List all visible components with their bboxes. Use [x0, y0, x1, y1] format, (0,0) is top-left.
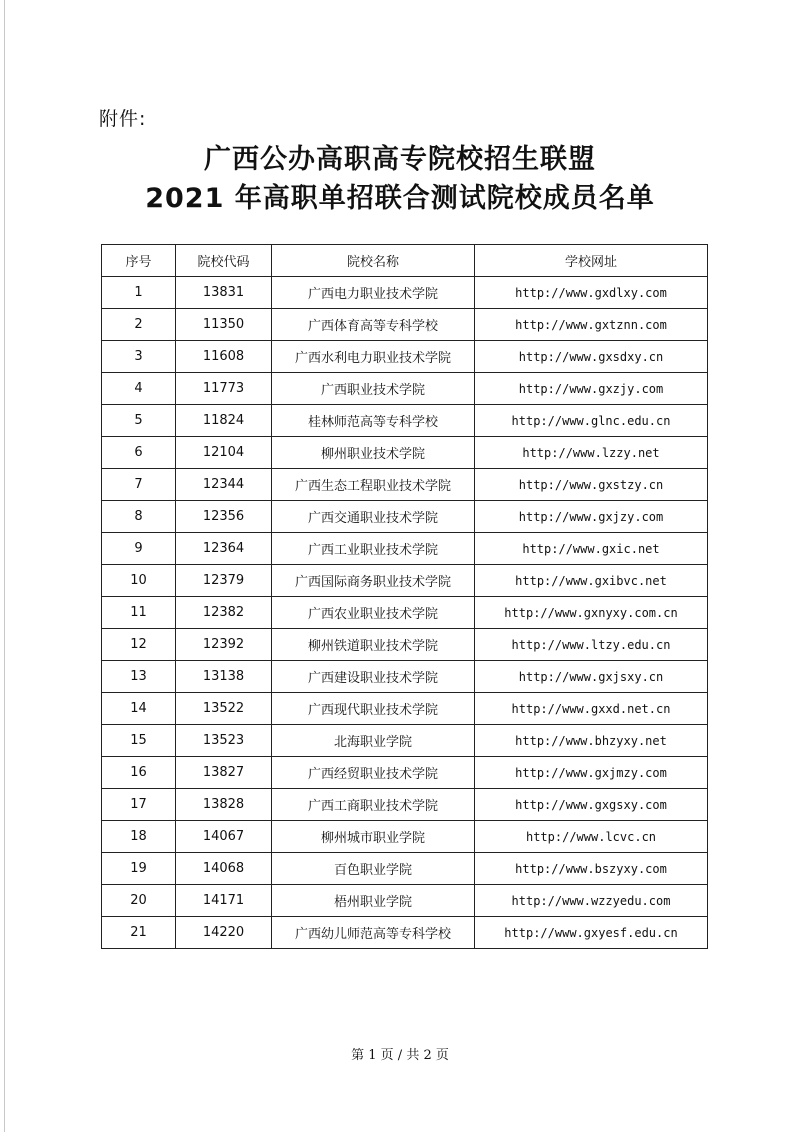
- cell-school-name: 广西幼儿师范高等专科学校: [272, 917, 475, 949]
- cell-school-name: 广西生态工程职业技术学院: [272, 469, 475, 501]
- cell-school-code: 11350: [176, 309, 272, 341]
- table-row: [102, 757, 708, 789]
- cell-index: 1: [102, 277, 176, 309]
- cell-school-code: 14220: [176, 917, 272, 949]
- cell-index: 19: [102, 853, 176, 885]
- cell-index: 7: [102, 469, 176, 501]
- table-row: [102, 885, 708, 917]
- cell-school-name: 广西经贸职业技术学院: [272, 757, 475, 789]
- cell-school-name: 广西现代职业技术学院: [272, 693, 475, 725]
- cell-school-name: 广西农业职业技术学院: [272, 597, 475, 629]
- header-school-code: 院校代码: [176, 245, 272, 277]
- table-row: [102, 821, 708, 853]
- table-row: [102, 437, 708, 469]
- cell-index: 21: [102, 917, 176, 949]
- cell-index: 12: [102, 629, 176, 661]
- cell-school-name: 广西工业职业技术学院: [272, 533, 475, 565]
- cell-index: 3: [102, 341, 176, 373]
- table-row: [102, 565, 708, 597]
- cell-school-code: 13831: [176, 277, 272, 309]
- table-row: [102, 629, 708, 661]
- cell-school-url: http://www.gxdlxy.com: [475, 277, 708, 309]
- table-header-row: [102, 245, 708, 277]
- cell-school-url: http://www.ltzy.edu.cn: [475, 629, 708, 661]
- document-title-line2: 2021 年高职单招联合测试院校成员名单: [145, 183, 655, 214]
- header-index: 序号: [102, 245, 176, 277]
- attachment-label: 附件:: [99, 108, 147, 130]
- table-row: [102, 917, 708, 949]
- table-row: [102, 405, 708, 437]
- cell-school-name: 广西电力职业技术学院: [272, 277, 475, 309]
- table-row: [102, 501, 708, 533]
- table-body: [102, 277, 708, 949]
- cell-school-code: 11824: [176, 405, 272, 437]
- table-row: [102, 533, 708, 565]
- cell-index: 8: [102, 501, 176, 533]
- cell-index: 18: [102, 821, 176, 853]
- cell-index: 13: [102, 661, 176, 693]
- cell-school-name: 柳州城市职业学院: [272, 821, 475, 853]
- cell-school-name: 百色职业学院: [272, 853, 475, 885]
- cell-index: 16: [102, 757, 176, 789]
- table-row: [102, 309, 708, 341]
- cell-school-url: http://www.gxnyxy.com.cn: [475, 597, 708, 629]
- cell-school-name: 梧州职业学院: [272, 885, 475, 917]
- cell-school-code: 13522: [176, 693, 272, 725]
- cell-school-name: 北海职业学院: [272, 725, 475, 757]
- cell-school-code: 12344: [176, 469, 272, 501]
- header-school-url: 学校网址: [475, 245, 708, 277]
- cell-index: 4: [102, 373, 176, 405]
- cell-index: 9: [102, 533, 176, 565]
- cell-school-url: http://www.gxgsxy.com: [475, 789, 708, 821]
- cell-school-url: http://www.gxjmzy.com: [475, 757, 708, 789]
- cell-index: 10: [102, 565, 176, 597]
- cell-index: 20: [102, 885, 176, 917]
- cell-school-url: http://www.gxxd.net.cn: [475, 693, 708, 725]
- cell-school-name: 广西建设职业技术学院: [272, 661, 475, 693]
- cell-index: 2: [102, 309, 176, 341]
- cell-school-name: 广西国际商务职业技术学院: [272, 565, 475, 597]
- cell-index: 5: [102, 405, 176, 437]
- cell-school-code: 12382: [176, 597, 272, 629]
- cell-school-code: 13828: [176, 789, 272, 821]
- table-row: [102, 661, 708, 693]
- page-footer: 第 1 页 / 共 2 页: [351, 1048, 449, 1063]
- table-row: [102, 853, 708, 885]
- table-row: [102, 725, 708, 757]
- cell-school-name: 柳州铁道职业技术学院: [272, 629, 475, 661]
- cell-school-name: 广西工商职业技术学院: [272, 789, 475, 821]
- table-row: [102, 277, 708, 309]
- cell-school-name: 广西职业技术学院: [272, 373, 475, 405]
- document-title-line1: 广西公办高职高专院校招生联盟: [204, 144, 596, 175]
- cell-school-url: http://www.gxibvc.net: [475, 565, 708, 597]
- cell-school-url: http://www.bhzyxy.net: [475, 725, 708, 757]
- cell-school-code: 14067: [176, 821, 272, 853]
- table-row: [102, 341, 708, 373]
- table-row: [102, 597, 708, 629]
- cell-index: 11: [102, 597, 176, 629]
- cell-school-url: http://www.gxjzy.com: [475, 501, 708, 533]
- cell-school-url: http://www.lzzy.net: [475, 437, 708, 469]
- school-list-table: [101, 244, 708, 949]
- cell-school-code: 12392: [176, 629, 272, 661]
- header-school-name: 院校名称: [272, 245, 475, 277]
- cell-school-url: http://www.glnc.edu.cn: [475, 405, 708, 437]
- cell-school-url: http://www.lcvc.cn: [475, 821, 708, 853]
- table-row: [102, 469, 708, 501]
- cell-school-code: 13523: [176, 725, 272, 757]
- cell-school-code: 14171: [176, 885, 272, 917]
- cell-school-url: http://www.gxzjy.com: [475, 373, 708, 405]
- cell-school-url: http://www.gxyesf.edu.cn: [475, 917, 708, 949]
- cell-school-code: 12356: [176, 501, 272, 533]
- cell-school-url: http://www.gxsdxy.cn: [475, 341, 708, 373]
- cell-school-name: 广西水利电力职业技术学院: [272, 341, 475, 373]
- table-row: [102, 373, 708, 405]
- cell-school-url: http://www.gxic.net: [475, 533, 708, 565]
- cell-school-code: 12104: [176, 437, 272, 469]
- cell-index: 17: [102, 789, 176, 821]
- cell-school-url: http://www.gxstzy.cn: [475, 469, 708, 501]
- cell-school-name: 桂林师范高等专科学校: [272, 405, 475, 437]
- cell-index: 15: [102, 725, 176, 757]
- cell-school-url: http://www.gxjsxy.cn: [475, 661, 708, 693]
- table-row: [102, 693, 708, 725]
- cell-school-name: 广西体育高等专科学校: [272, 309, 475, 341]
- cell-school-code: 13138: [176, 661, 272, 693]
- cell-index: 6: [102, 437, 176, 469]
- cell-school-name: 柳州职业技术学院: [272, 437, 475, 469]
- cell-school-code: 14068: [176, 853, 272, 885]
- cell-school-url: http://www.gxtznn.com: [475, 309, 708, 341]
- cell-school-url: http://www.wzzyedu.com: [475, 885, 708, 917]
- cell-index: 14: [102, 693, 176, 725]
- cell-school-code: 12364: [176, 533, 272, 565]
- cell-school-code: 13827: [176, 757, 272, 789]
- cell-school-code: 12379: [176, 565, 272, 597]
- cell-school-url: http://www.bszyxy.com: [475, 853, 708, 885]
- cell-school-name: 广西交通职业技术学院: [272, 501, 475, 533]
- table-row: [102, 789, 708, 821]
- cell-school-code: 11608: [176, 341, 272, 373]
- cell-school-code: 11773: [176, 373, 272, 405]
